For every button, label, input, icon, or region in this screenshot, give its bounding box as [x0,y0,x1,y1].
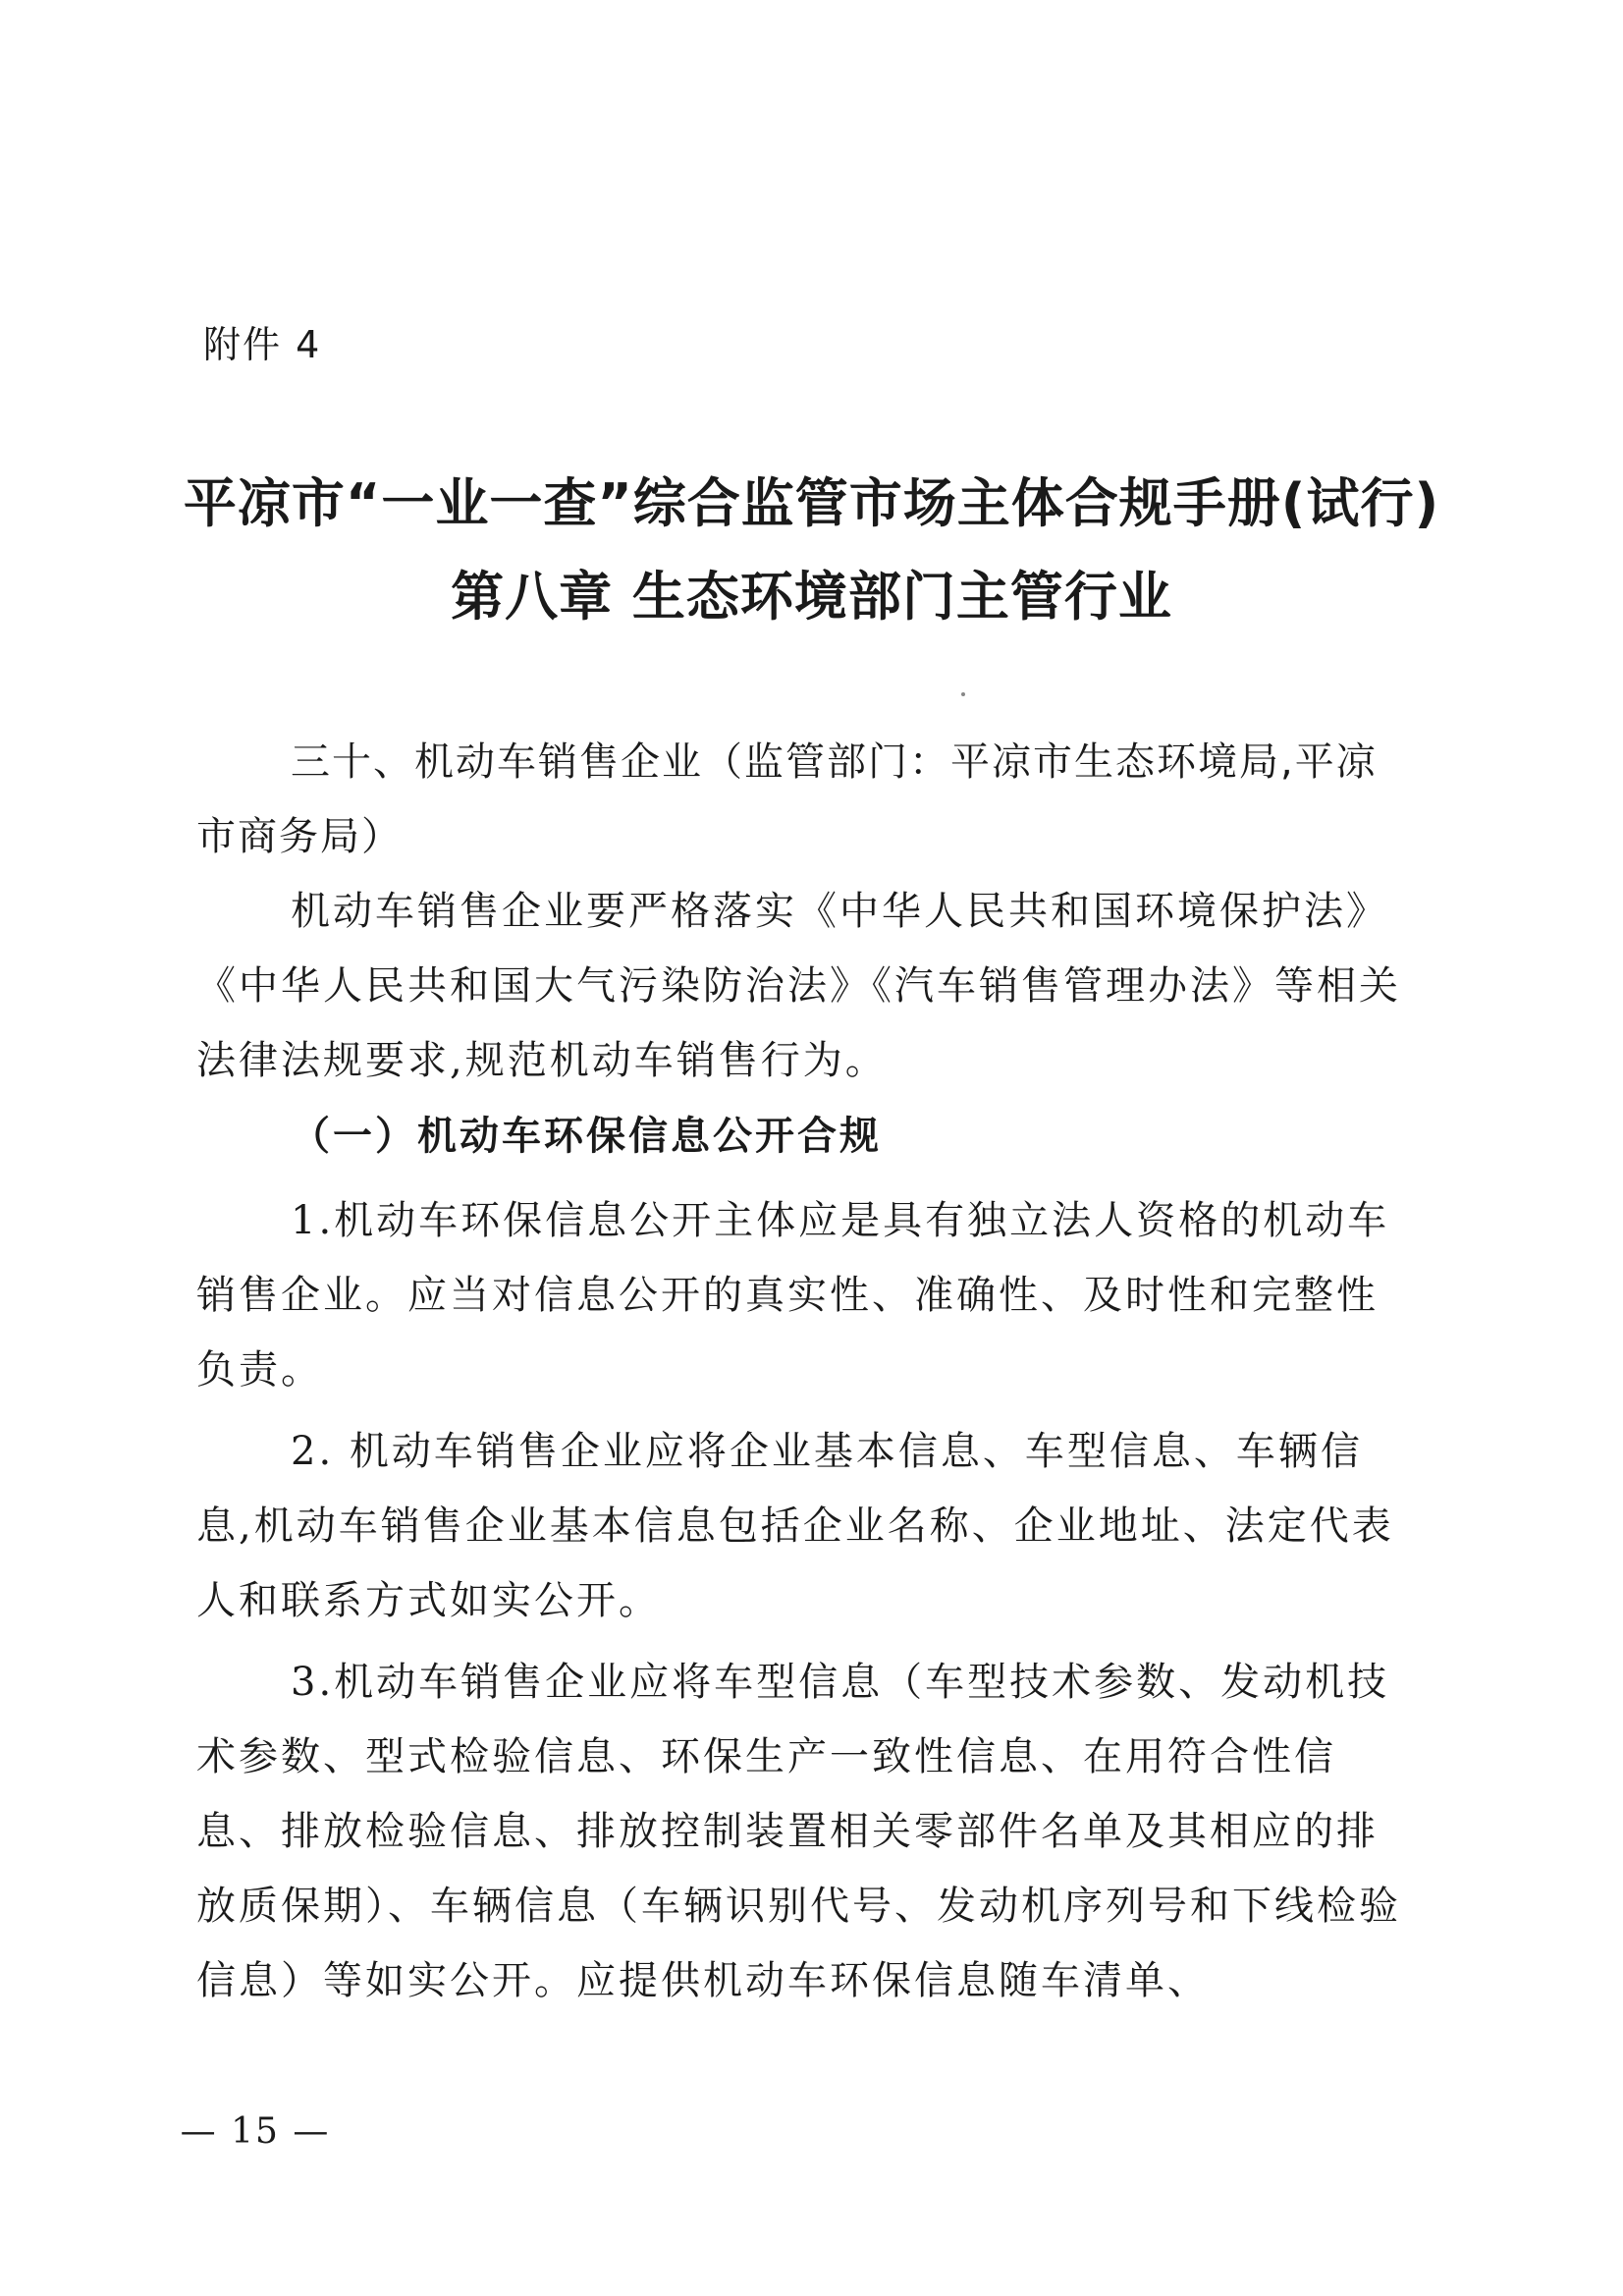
section-heading-text: 三十、机动车销售企业（监管部门：平凉市生态环境局,平凉市商务局） [196,739,1378,859]
page-number: — 15 — [180,2111,331,2152]
chapter-title: 第八章 生态环境部门主管行业 [451,566,1172,628]
list-item-text-1: 1.机动车环保信息公开主体应是具有独立法人资格的机动车销售企业。应当对信息公开的真实性、准确性、及时性和完整性负责。 [196,1198,1390,1393]
list-item-text-3: 3.机动车销售企业应将车型信息（车型技术参数、发动机技术参数、型式检验信息、环保生产一致性信息、在用符合性信息、排放检验信息、排放控制装置相关零部件名单及其相应的排放质保期）、车辆信息（车辆识别代号、发动机序列号和下线检验信息）等如实公开。应提供机动车环保信息随车清单、 [196,1660,1401,2003]
list-item [196,1414,1404,1638]
intro-paragraph [196,874,1404,1098]
intro-paragraph-text: 机动车销售企业要严格落实《中华人民共和国环境保护法》《中华人民共和国大气污染防治法》《汽车销售管理办法》等相关法律法规要求,规范机动车销售行为。 [196,889,1401,1083]
attachment-label: 附件 4 [203,323,322,366]
document-title: 平凉市“一业一查”综合监管市场主体合规手册(试行) [183,472,1440,534]
subheading: （一）机动车环保信息公开合规 [291,1114,882,1159]
section-heading [196,725,1404,874]
list-item [196,1183,1404,1407]
scan-speck [961,692,965,696]
list-item [196,1645,1404,2018]
list-item-text-2: 2. 机动车销售企业应将企业基本信息、车型信息、车辆信息,机动车销售企业基本信息包括企业名称、企业地址、法定代表人和联系方式如实公开。 [196,1429,1394,1623]
